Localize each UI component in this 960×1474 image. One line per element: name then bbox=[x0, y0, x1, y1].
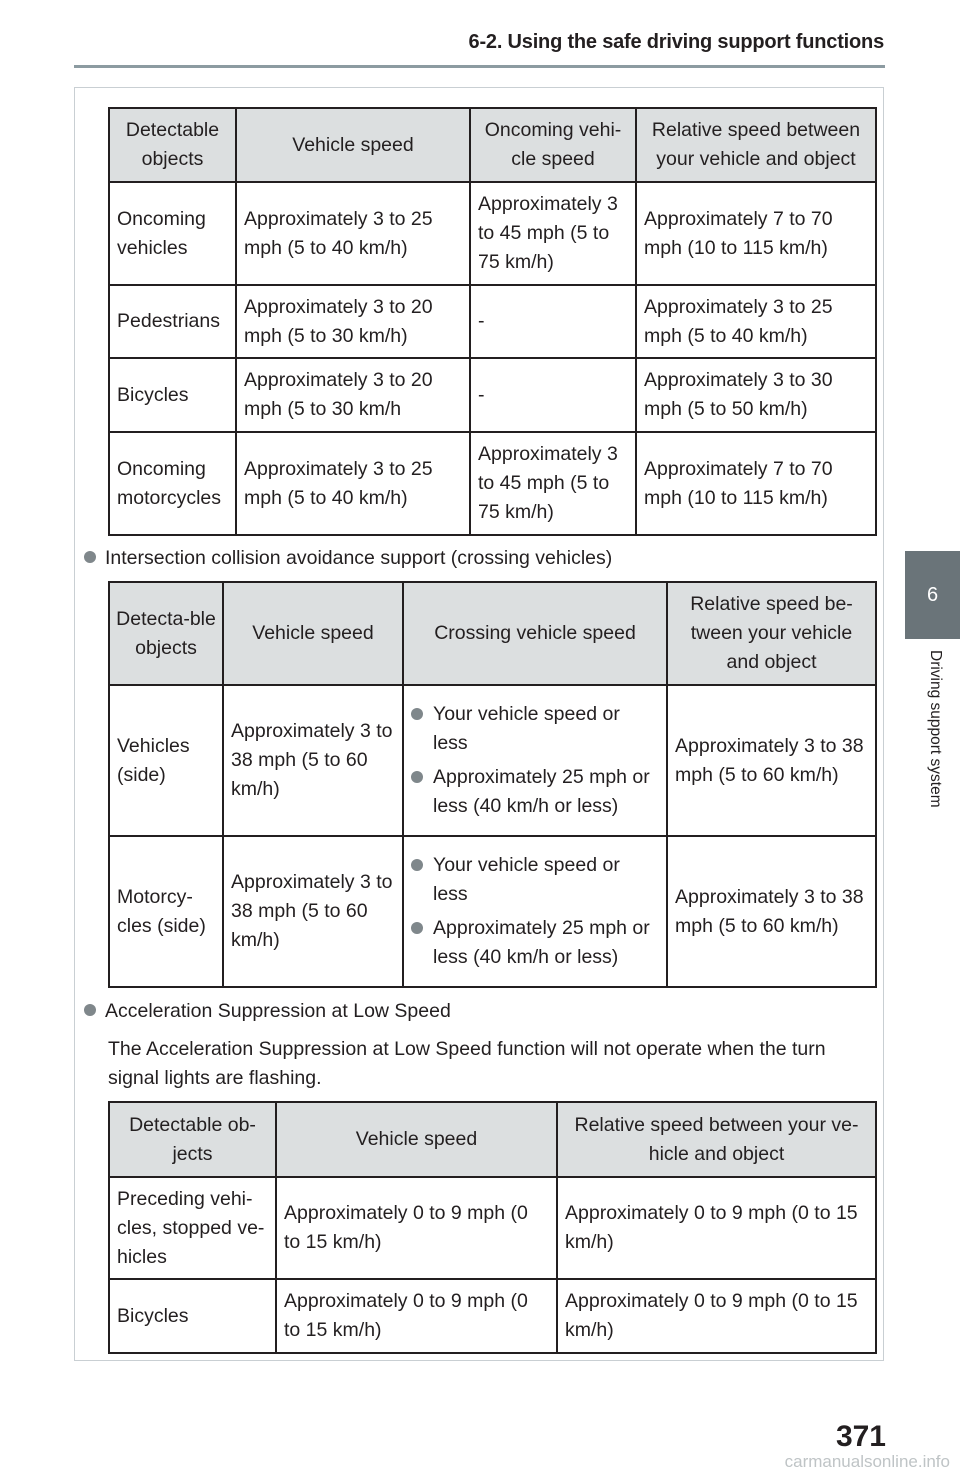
table-cell: Approximately 3 to 45 mph (5 to 75 km/h) bbox=[470, 432, 636, 535]
list-item-text: Approximately 25 mph or less (40 km/h or less) bbox=[433, 766, 650, 817]
table-row bbox=[109, 358, 876, 432]
table-header-cell: Vehicle speed bbox=[276, 1102, 557, 1177]
table-header-cell: Relative speed be-tween your vehicle and object bbox=[667, 582, 876, 685]
chapter-number: 6 bbox=[926, 583, 939, 606]
bullet-text: Acceleration Suppression at Low Speed bbox=[105, 1000, 451, 1022]
table-cell: Approximately 3 to 20 mph (5 to 30 km/h) bbox=[236, 285, 470, 358]
table-cell: Approximately 0 to 9 mph (0 to 15 km/h) bbox=[276, 1177, 557, 1279]
table-cell: - bbox=[470, 358, 636, 432]
chapter-label-text: Driving support system bbox=[927, 650, 944, 808]
table-cell: Oncoming vehicles bbox=[109, 182, 236, 285]
oncoming-detection-table bbox=[108, 107, 877, 536]
table-row bbox=[109, 285, 876, 358]
table-header-cell: Relative speed between your vehicle and object bbox=[636, 108, 876, 182]
chapter-tab[interactable] bbox=[905, 551, 960, 639]
bullet-text: Intersection collision avoidance support (crossing vehicles) bbox=[105, 547, 613, 569]
table-cell: Motorcy-cles (side) bbox=[109, 836, 223, 987]
table-cell: Approximately 3 to 38 mph (5 to 60 km/h) bbox=[667, 836, 876, 987]
table-row bbox=[109, 1177, 876, 1279]
page-number: 371 bbox=[835, 1420, 886, 1453]
bullet-icon bbox=[411, 859, 423, 871]
table-cell: Oncoming motorcycles bbox=[109, 432, 236, 535]
bullet-acceleration-suppression bbox=[84, 997, 451, 1026]
chapter-label bbox=[924, 650, 944, 850]
table-cell: Approximately 3 to 38 mph (5 to 60 km/h) bbox=[223, 836, 403, 987]
list-item bbox=[411, 700, 659, 758]
list-item bbox=[411, 763, 659, 821]
bullet-icon bbox=[84, 1004, 96, 1016]
table-header-cell: Oncoming vehi-cle speed bbox=[470, 108, 636, 182]
table-cell: Approximately 3 to 25 mph (5 to 40 km/h) bbox=[636, 285, 876, 358]
table-cell bbox=[403, 685, 667, 836]
table-header-cell: Vehicle speed bbox=[236, 108, 470, 182]
table-cell: Approximately 3 to 38 mph (5 to 60 km/h) bbox=[223, 685, 403, 836]
table-header-cell: Vehicle speed bbox=[223, 582, 403, 685]
table-cell: Approximately 7 to 70 mph (10 to 115 km/h) bbox=[636, 432, 876, 535]
table-row bbox=[109, 182, 876, 285]
list-item-text: Approximately 25 mph or less (40 km/h or less) bbox=[433, 917, 650, 968]
table-header-cell: Detectable objects bbox=[109, 108, 236, 182]
crossing-detection-table bbox=[108, 581, 877, 988]
acceleration-suppression-note: The Acceleration Suppression at Low Speed function will not operate when the turn signal lights are flashing. bbox=[108, 1038, 826, 1089]
table-row bbox=[109, 685, 876, 836]
table-cell: Approximately 7 to 70 mph (10 to 115 km/h) bbox=[636, 182, 876, 285]
table-row bbox=[109, 1279, 876, 1353]
table-cell: Preceding vehi-cles, stopped ve-hicles bbox=[109, 1177, 276, 1279]
table-cell: Bicycles bbox=[109, 1279, 276, 1353]
table-cell: Bicycles bbox=[109, 358, 236, 432]
table-cell bbox=[403, 836, 667, 987]
list-item-text: Your vehicle speed or less bbox=[433, 854, 620, 905]
section-header-title: 6-2. Using the safe driving support functions bbox=[468, 31, 884, 53]
bullet-icon bbox=[411, 708, 423, 720]
bullet-icon bbox=[411, 922, 423, 934]
table-cell: Approximately 0 to 9 mph (0 to 15 km/h) bbox=[557, 1279, 876, 1353]
table-cell: Approximately 3 to 20 mph (5 to 30 km/h bbox=[236, 358, 470, 432]
bullet-intersection-support bbox=[84, 544, 612, 573]
table-cell: - bbox=[470, 285, 636, 358]
table-cell: Approximately 0 to 9 mph (0 to 15 km/h) bbox=[557, 1177, 876, 1279]
table-header-cell: Relative speed between your ve-hicle and object bbox=[557, 1102, 876, 1177]
list-item-text: Your vehicle speed or less bbox=[433, 703, 620, 754]
list-item bbox=[411, 914, 659, 972]
table-cell: Vehicles (side) bbox=[109, 685, 223, 836]
table-cell: Approximately 3 to 30 mph (5 to 50 km/h) bbox=[636, 358, 876, 432]
table-cell: Approximately 0 to 9 mph (0 to 15 km/h) bbox=[276, 1279, 557, 1353]
bullet-icon bbox=[84, 551, 96, 563]
bullet-icon bbox=[411, 771, 423, 783]
table-cell: Pedestrians bbox=[109, 285, 236, 358]
list-item bbox=[411, 851, 659, 909]
table-header-cell: Crossing vehicle speed bbox=[403, 582, 667, 685]
header-divider bbox=[74, 65, 885, 68]
table-header-cell: Detecta-ble objects bbox=[109, 582, 223, 685]
low-speed-detection-table bbox=[108, 1101, 877, 1354]
watermark: carmanualsonline.info bbox=[784, 1452, 950, 1471]
table-header-cell: Detectable ob-jects bbox=[109, 1102, 276, 1177]
table-cell: Approximately 3 to 45 mph (5 to 75 km/h) bbox=[470, 182, 636, 285]
table-row bbox=[109, 836, 876, 987]
table-cell: Approximately 3 to 25 mph (5 to 40 km/h) bbox=[236, 432, 470, 535]
table-row bbox=[109, 432, 876, 535]
table-cell: Approximately 3 to 38 mph (5 to 60 km/h) bbox=[667, 685, 876, 836]
table-cell: Approximately 3 to 25 mph (5 to 40 km/h) bbox=[236, 182, 470, 285]
